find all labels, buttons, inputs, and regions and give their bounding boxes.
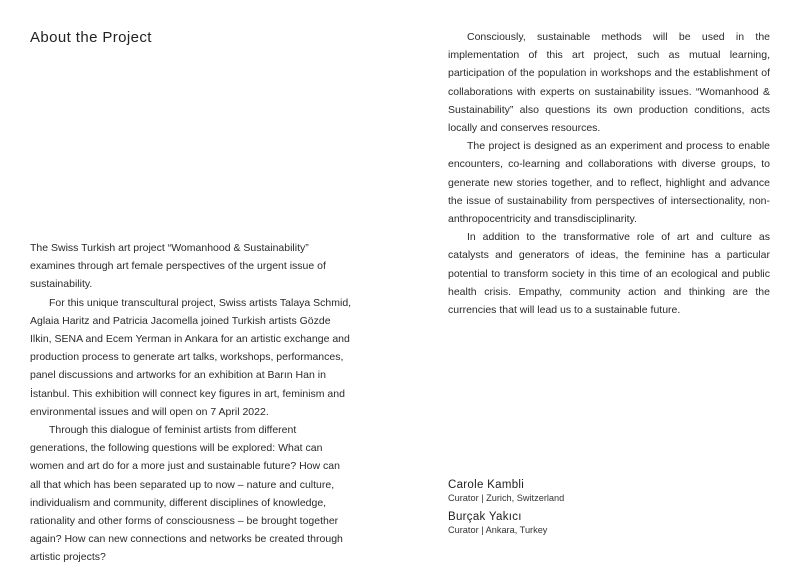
page-title: About the Project [30,29,152,46]
curator-name: Carole Kambli [448,479,525,491]
intro-paragraph: The Swiss Turkish art project “Womanhood & Sustainability” examines through art female perspectives of the urgent issue of sustainability. [30,242,326,291]
artists-paragraph: For this unique transcultural project, Swiss artists Talaya Schmid, Aglaia Haritz and Patricia Jacomella joined Turkish artists Gözde Ilkin, SENA and Ecem Yerman in Ankara for an artistic exchange and production process to generate art talks, workshops, performances, panel discussions and artworks for an exhibition at Barın Han in İstanbul. This exhibition will connect key figures in art, feminism and environmental issues and will open on 7 April 2022. [30,296,352,418]
transformative-paragraph: In addition to the transformative role of art and culture as catalysts and generators of ideas, the feminine has a particular potential to transform society in this time of an ecological and public health crisis. Empathy, community action and thinking are the currencies that will lead us to a sustainable future. [448,231,770,317]
signature-block [448,478,564,505]
curator-role: Curator | Ankara, Turkey [448,525,548,535]
experiment-paragraph: The project is designed as an experiment and process to enable encounters, co-learning and collaborations with diverse groups, to generate new stories together, and to reflect, highlight and advance the issue of sustainability from perspectives of intersectionality, non-anthropocentricity and transdisciplinarity. [448,140,770,226]
right-text-column [448,28,770,319]
curator-name: Burçak Yakıcı [448,511,522,523]
signature-block [448,510,547,537]
left-text-column [30,239,352,567]
curator-role: Curator | Zurich, Switzerland [448,493,565,503]
methods-paragraph: Consciously, sustainable methods will be used in the implementation of this art project, such as mutual learning, participation of the population in workshops and the establishment of collaborations with experts on sustainability issues. “Womanhood & Sustainability” also questions its own production conditions, acts locally and conserves resources. [448,31,770,135]
questions-paragraph: Through this dialogue of feminist artists from different generations, the following questions will be explored: What can women and art do for a more just and sustainable future? How can all that which has been separated up to now – nature and culture, individualism and community, different disciplines of knowledge, rationality and other forms of consciousness – be brought together again? How can new connections and networks be created through artistic projects? [30,424,343,564]
